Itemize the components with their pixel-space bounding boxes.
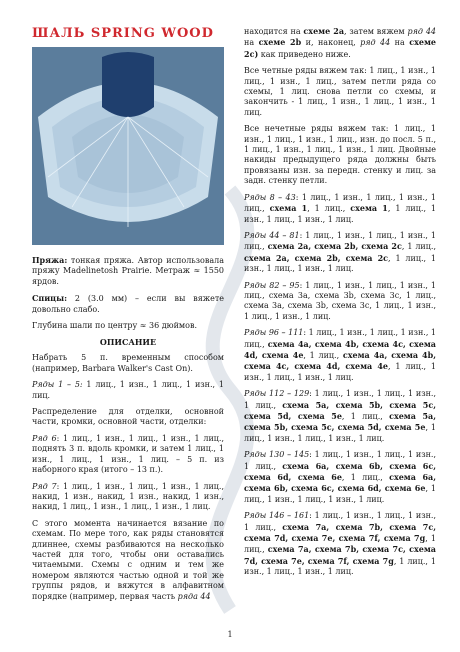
page-title: ШАЛЬ SPRING WOOD [32, 26, 214, 41]
rows-44-81-e: , 1 лиц., 1 изн., 1 лиц., 1 изн., 1 лиц. [244, 253, 437, 274]
rows-112-129-c: , 1 лиц., [341, 412, 390, 421]
cont-a: находится на [244, 27, 304, 36]
cast-on-paragraph: Набрать 5 п. временным способом (например, Barbara Walker's Cast On). [32, 353, 224, 373]
cont-g: и, наконец, [301, 38, 361, 48]
rows-96-111-label: Ряды 96 – 111 [244, 328, 304, 338]
rows-96-111-c: , 1 лиц., [303, 350, 343, 360]
yarn-paragraph [32, 255, 224, 287]
needles-text: 2 (3.0 мм) – если вы вяжете довольно слабо. [32, 294, 224, 314]
cont-h: ряд 44 [360, 38, 391, 48]
rows-146-161-e: , 1 лиц., 1 изн., 1 лиц., 1 изн., 1 лиц. [244, 556, 437, 577]
row-7-paragraph [32, 482, 224, 513]
page-number: 1 [227, 630, 233, 639]
cont-d: ряд 44 [407, 27, 436, 36]
rows-146-161-b: схема 7a, схема 7b, схема 7c, схема 7d, схема 7e, схема 7f, схема 7g [244, 521, 437, 544]
even-rows-paragraph: Все четные ряды вяжем так: 1 лиц., 1 изн., 1 лиц., 1 изн., 1 лиц., затем петли ряда со схемы, 1 лиц. снова петли со схемы, и закончить - 1 лиц., 1 изн., 1 лиц., 1 изн., 1 лиц. [244, 66, 436, 117]
schemes-italic: ряда 44 [177, 591, 211, 601]
rows-1-5-label: Ряды 1 – 5: [32, 380, 83, 390]
rows-130-145-e: , 1 лиц., 1 изн., 1 лиц., 1 изн., 1 лиц. [244, 484, 436, 504]
rows-96-111-e: , 1 лиц., 1 изн., 1 лиц., 1 изн., 1 лиц. [244, 362, 436, 382]
rows-44-81-b: схема 2a, схема 2b, схема 2c [267, 241, 402, 252]
rows-1-5-paragraph [32, 380, 224, 401]
rows-112-129-e: , 1 лиц., 1 изн., 1 лиц., 1 изн., 1 лиц. [244, 423, 436, 443]
description-heading: ОПИСАНИЕ [99, 337, 157, 348]
rows-44-81-c: , 1 лиц., [401, 242, 436, 252]
rows-130-145-a: : 1 лиц., 1 изн., 1 лиц., 1 изн., 1 лиц., [244, 450, 436, 471]
row-6-text: : 1 лиц., 1 изн., 1 лиц., 1 изн., 1 лиц., поднять 3 п. вдоль кромки, и затем 1 лиц., 1 изн., 1 лиц., 1 изн., 1 лиц. – 5 п. из наборного края (итого – 13 п.). [32, 433, 225, 475]
rows-130-145-b: схема 6a, схема 6b, схема 6c, схема 6d, схема 6e [244, 460, 437, 483]
yarn-text: тонкая пряжа. Автор использовала пряжу Madelinetosh Prairie. Метраж ≈ 1550 ярдов. [32, 256, 224, 286]
rows-130-145-d: схема 6a, схема 6b, схема 6c, схема 6d, схема 6e [244, 472, 437, 494]
rows-1-5-text: 1 лиц., 1 изн., 1 лиц., 1 изн., 1 лиц. [32, 380, 224, 400]
needles-paragraph [32, 293, 224, 315]
right-column [244, 26, 436, 584]
odd-rows-paragraph: Все нечетные ряды вяжем так: 1 лиц., 1 изн., 1 лиц., 1 изн., 1 лиц., изн. до посл. 5 п., 1 лиц., 1 изн., 1 лиц., 1 изн., 1 лиц. Двойные накиды предыдущего ряда должны быть провязаны изн. за передн. стенку и лиц. за задн. стенку петли. [244, 124, 436, 186]
rows-8-43-paragraph [244, 193, 436, 225]
shawl-photo [32, 47, 224, 245]
rows-82-95-label: Ряды 82 – 95 [244, 280, 300, 290]
rows-44-81-label: Ряды 44 – 81 [244, 230, 300, 240]
cont-j: схеме 2c) [244, 37, 436, 59]
depth-paragraph: Глубина шали по центру ≈ 36 дюймов. [32, 321, 198, 331]
rows-130-145-label: Ряды 130 – 145 [244, 450, 310, 460]
cont-c: , затем вяжем [344, 27, 408, 36]
shawl-illustration [32, 47, 224, 245]
rows-146-161-paragraph [244, 511, 436, 577]
parts-paragraph: Распределение для отделки, основной части, кромки, основной части, отделки: [32, 407, 224, 427]
rows-44-81-d: схема 2a, схема 2b, схема 2c [244, 252, 389, 263]
rows-8-43-a: : 1 лиц., 1 изн., 1 лиц., 1 изн., 1 лиц., [244, 192, 436, 214]
row-6-label: Ряд 6 [32, 433, 57, 443]
rows-44-81-paragraph [244, 231, 436, 275]
rows-96-111-b: схема 4a, схема 4b, схема 4c, схема 4d, схема 4e [244, 338, 436, 360]
rows-96-111-d: схема 4a, схема 4b, схема 4c, схема 4d, схема 4e [244, 349, 436, 372]
schemes-text: С этого момента начинается вязание по схемам. По мере того, как ряды становятся длиннее, схемы разбиваются на несколько частей для того, чтобы они оставались читаемыми. Схемы с одним и тем же номером являются частью одной и той же группы рядов, и вяжутся в алфавитном порядке (например, первая часть [32, 518, 224, 601]
rows-8-43-b: схема 1 [269, 203, 308, 214]
rows-96-111-paragraph [244, 328, 436, 383]
cont-i: на [390, 38, 410, 48]
continuation-paragraph [244, 26, 436, 60]
rows-8-43-label: Ряды 8 – 43 [244, 192, 296, 202]
rows-130-145-paragraph [244, 450, 436, 505]
cont-f: схеме 2b [258, 37, 302, 48]
rows-112-129-label: Ряды 112 – 129 [244, 389, 310, 399]
cont-b: схеме 2a [303, 26, 345, 36]
needles-label: Спицы: [32, 293, 68, 304]
rows-8-43-e: , 1 лиц., 1 изн., 1 лиц., 1 изн., 1 лиц. [244, 204, 437, 224]
rows-82-95-text: : 1 лиц., 1 изн., 1 лиц., 1 изн., 1 лиц., схема 3a, схема 3b, схема 3c, 1 лиц., схема 3a, схема 3b, схема 3c, 1 лиц., 1 изн., 1 лиц., 1 изн., 1 лиц. [244, 280, 437, 321]
row-7-text: : 1 лиц., 1 изн., 1 лиц., 1 изн., 1 лиц., накид, 1 изн., накид, 1 изн., накид, 1 изн., накид, 1 лиц., 1 изн., 1 лиц., 1 изн., 1 лиц. [32, 481, 225, 512]
rows-112-129-b: схема 5a, схема 5b, схема 5c, схема 5d, схема 5e [244, 399, 437, 421]
left-column [32, 26, 224, 608]
rows-112-129-d: схема 5a, схема 5b, схема 5c, схема 5d, схема 5e [244, 411, 437, 433]
rows-96-111-a: : 1 лиц., 1 изн., 1 лиц., 1 изн., 1 лиц., [244, 328, 437, 349]
rows-44-81-a: : 1 лиц., 1 изн., 1 лиц., 1 изн., 1 лиц., [244, 230, 437, 252]
cont-k: как приведено ниже. [258, 49, 351, 59]
rows-112-129-paragraph [244, 389, 436, 444]
rows-146-161-label: Ряды 146 – 161 [244, 511, 310, 521]
rows-8-43-c: , 1 лиц., [307, 204, 351, 214]
rows-146-161-d: схема 7a, схема 7b, схема 7c, схема 7d, схема 7e, схема 7f, схема 7g [244, 544, 436, 566]
rows-146-161-a: : 1 лиц., 1 изн., 1 лиц., 1 изн., 1 лиц., [244, 511, 436, 532]
row-6-paragraph [32, 434, 224, 476]
rows-112-129-a: : 1 лиц., 1 изн., 1 лиц., 1 изн., 1 лиц., [244, 389, 436, 410]
row-7-label: Ряд 7 [32, 481, 57, 491]
rows-82-95-paragraph [244, 281, 436, 323]
rows-130-145-c: , 1 лиц., [341, 473, 390, 483]
rows-146-161-c: , 1 лиц., [244, 534, 436, 555]
cont-e: на [244, 38, 259, 48]
rows-8-43-d: схема 1 [350, 203, 388, 214]
yarn-label: Пряжа: [32, 255, 68, 265]
schemes-paragraph [32, 519, 224, 602]
